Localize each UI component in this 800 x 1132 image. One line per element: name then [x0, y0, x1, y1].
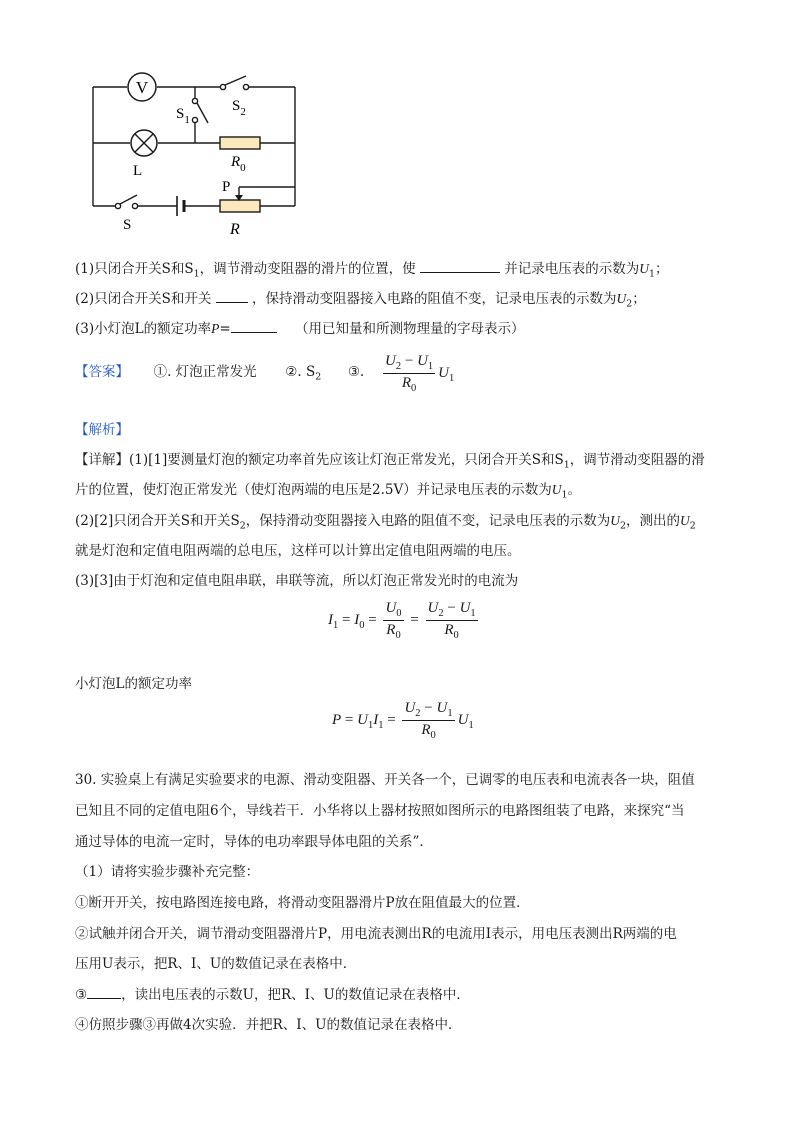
resistor-r0-icon	[220, 137, 260, 149]
switch-s1-icon	[192, 98, 208, 123]
step-2: (2)只闭合开关S和开关 ，保持滑动变阻器接入电路的阻值不变，记录电压表的示数为$U_2$；	[75, 291, 646, 310]
step-1: (1)只闭合开关S和$S_1$，调节滑动变阻器的滑片的位置，使 并记录电压表的示数为$U_1$；	[75, 261, 669, 280]
equation-current: $I_1 = I_0$ = $\frac{U_0}{R_0}$ = $\frac{U_2 - U_1}{R_0}$	[328, 600, 476, 641]
q30-step2-line1: ②试触并闭合开关，调节滑动变阻器滑片P，用电流表测出R的电流用I表示，用电压表测出R两端的电	[75, 926, 677, 942]
label-s: S	[123, 217, 132, 233]
equation-power: $P = U_1I_1$ = $\frac{U_2 - U_1}{R_0}$ $U_1$	[332, 700, 474, 741]
analysis-tag: 【解析】	[75, 422, 129, 438]
label-v: V	[135, 78, 149, 97]
q30-step4: ④仿照步骤③再做4次实验．并把R、I、U的数值记录在表格中．	[75, 1017, 462, 1033]
answer-tag: 【答案】	[75, 364, 129, 380]
q30-step1: ①断开开关，按电路图连接电路，将滑动变阻器滑片P放在阻值最大的位置．	[75, 895, 530, 911]
answer-line: 【答案】 ①. 灯泡正常发光 ②. $S_2$ ③.	[75, 364, 365, 383]
switch-s-icon	[115, 195, 137, 209]
power-label: 小灯泡L的额定功率	[75, 676, 192, 692]
label-r0: $R_0$	[231, 154, 246, 174]
analysis-p1-line1: 【详解】(1)[1]要测量灯泡的额定功率首先应该让灯泡正常发光，只闭合开关S和$S_1$，调节滑动变阻器的滑	[75, 452, 705, 471]
label-s1: $S_1$	[176, 106, 190, 126]
label-l: L	[133, 163, 143, 179]
label-r: R	[230, 221, 240, 238]
answer-formula: $\frac{U_2 - U_1}{R_0}$ $U_1$	[385, 353, 455, 394]
circuit-diagram	[80, 65, 310, 245]
q30-step3: ③ ，读出电压表的示数U，把R、I、U的数值记录在表格中．	[75, 987, 470, 1003]
q30-line2: 已知且不同的定值电阻6个，导线若干．小华将以上器材按照如图所示的电路图组装了电路，来探究“当	[75, 803, 685, 819]
step-3: (3)小灯泡L的额定功率P= （用已知量和所测物理量的字母表示）	[75, 321, 525, 337]
battery-icon	[177, 196, 184, 216]
analysis-p3: (3)[3]由于灯泡和定值电阻串联，串联等流，所以灯泡正常发光时的电流为	[75, 573, 519, 589]
label-p: P	[222, 179, 231, 195]
q30-sub1: （1）请将实验步骤补充完整：	[75, 864, 260, 880]
analysis-p2-line2: 就是灯泡和定值电阻两端的总电压，这样可以计算出定值电阻两端的电压。	[75, 543, 521, 559]
q30-line1: 30. 实验桌上有满足实验要求的电源、滑动变阻器、开关各一个，已调零的电压表和电流表各一块，阻值	[75, 772, 695, 788]
lamp-icon	[131, 130, 157, 156]
analysis-p2-line1: (2)[2]只闭合开关S和开关$S_2$，保持滑动变阻器接入电路的阻值不变，记录电压表的示数为$U_2$，测出的$U_2$	[75, 513, 696, 532]
q30-step2-line2: 压用U表示，把R、I、U的数值记录在表格中．	[75, 956, 357, 972]
rheostat-r-icon	[220, 200, 260, 212]
analysis-p1-line2: 片的位置，使灯泡正常发光（使灯泡两端的电压是2.5V）并记录电压表的示数为$U_1$。	[75, 482, 581, 501]
q30-line3: 通过导体的电流一定时，导体的电功率跟导体电阻的关系”．	[75, 834, 433, 850]
label-s2: $S_2$	[232, 98, 246, 118]
switch-s2-icon	[220, 76, 248, 90]
